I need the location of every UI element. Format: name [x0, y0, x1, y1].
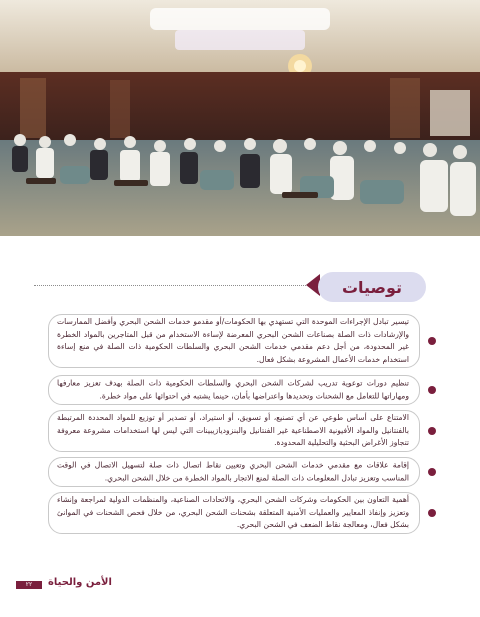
- bullet-icon: [428, 427, 436, 435]
- heading-title: توصيات: [318, 272, 426, 302]
- recommendation-text: إقامة علاقات مع مقدمي خدمات الشحن البحري وتعيين نقاط اتصال ذات صلة لتسهيل الاتصال في الوقت المناسب وتعزيز تبادل المعلومات ذات الصلة لمنع الاتجار بالمواد الخطرة من خلال الشحن البحري.: [57, 460, 409, 482]
- magazine-title: الأمن والحياة: [48, 577, 112, 588]
- recommendation-text: الامتناع على أساس طوعي عن أي تصنيع، أو تسويق، أو استيراد، أو تصدير أو توزيع للمواد المحددة المرتبطة بالفنتانيل والمواد الأفيونية الاصطناعية غير الفنتانيل والبنزوديازيبينات التي ليس لها استخدامات مشروعة معروفة تتجاوز الأغراض البحثية والتحليلية المحدودة.: [57, 413, 409, 448]
- recommendation-text: تنظيم دورات توعوية تدريب لشركات الشحن البحري والسلطات الحكومية ذات الصلة بهدف تعزيز معارفها ومهاراتها للتعامل مع الشحنات وتحديدها واعتراضها بأمان، حينما يشتبه في احتوائها على مواد خطرة.: [57, 378, 409, 400]
- page-number: ٢٢: [16, 581, 42, 589]
- bullet-icon: [428, 468, 436, 476]
- bullet-icon: [428, 337, 436, 345]
- recommendation-box: [48, 410, 420, 452]
- recommendation-box: [48, 314, 420, 368]
- heading-divider: [34, 285, 308, 286]
- section-heading: [0, 268, 480, 304]
- conference-hall-illustration: [0, 0, 480, 236]
- recommendation-box: [48, 375, 420, 405]
- recommendation-box: [48, 457, 420, 487]
- bullet-icon: [428, 509, 436, 517]
- recommendation-text: تيسير تبادل الإجراءات الموحدة التي تستهدي بها الحكومات/أو مقدمو خدمات الشحن البحري وأفضل الممارسات والإرشادات ذات الصلة بصناعات الشحن البحري المعرضة لإساءة الاستخدام من قبل المتاجرين بالمواد الخطرة غير المحدودة، من أجل دعم مقدمي خدمات الشحن البحري والسلطات الحكومية ذات الصلة في منع إساءة استخدام خدمات الأعمال المشروعة بشكل فعال.: [57, 316, 409, 364]
- bullet-icon: [428, 386, 436, 394]
- conference-hall-photo: [0, 0, 480, 236]
- recommendation-box: [48, 492, 420, 534]
- recommendation-text: أهمية التعاون بين الحكومات وشركات الشحن البحري، والاتحادات الصناعية، والمنظمات الدولية لمراجعة وإنشاء وتعزيز وإنفاذ المعايير والعمليات الأمنية المتعلقة بشحنات الشحن البحري، من خلال فحص الشحنات في الموانئ بشكل فعال، ومعالجة نقاط الضعف في الشحن البحري.: [57, 495, 409, 530]
